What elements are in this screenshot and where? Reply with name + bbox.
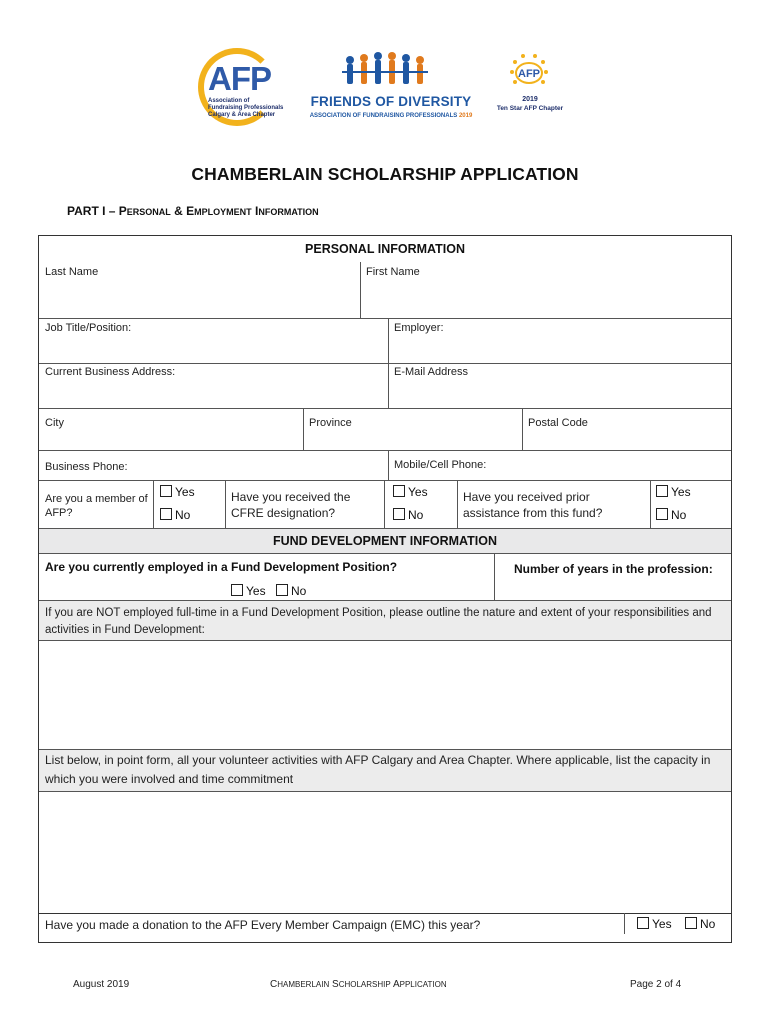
star-logo-caption: Ten Star AFP Chapter: [496, 105, 564, 112]
business-phone-label: Business Phone:: [45, 461, 128, 473]
afp-member-question: Are you a member of AFP?: [45, 493, 148, 519]
cfre-question: Have you received the CFRE designation?: [231, 490, 351, 520]
logo-banner: [190, 40, 580, 128]
checkbox-icon[interactable]: [656, 485, 668, 497]
star-logo-year: 2019: [522, 96, 538, 103]
last-name-label: Last Name: [45, 266, 99, 278]
responsibilities-text-area[interactable]: [39, 642, 731, 749]
friends-of-diversity-logo: [296, 50, 486, 124]
employed-no[interactable]: No: [276, 584, 306, 598]
last-name-field[interactable]: [39, 276, 360, 318]
footer-date: August 2019: [73, 979, 130, 990]
people-group-icon: [340, 50, 430, 90]
email-label: E-Mail Address: [394, 366, 468, 378]
cfre-no[interactable]: No: [393, 508, 423, 522]
part-heading: PART I – PERSONAL & EMPLOYMENT INFORMATION: [67, 204, 319, 218]
employer-label: Employer:: [394, 322, 444, 334]
prior-assistance-question: Have you received prior assistance from this fund?: [463, 490, 603, 520]
fund-development-header: FUND DEVELOPMENT INFORMATION: [39, 528, 731, 554]
emc-no[interactable]: No: [685, 917, 715, 931]
checkbox-icon[interactable]: [393, 485, 405, 497]
footer-page-number: Page 2 of 4: [630, 979, 682, 990]
postal-code-label: Postal Code: [528, 417, 588, 429]
personal-info-header: PERSONAL INFORMATION: [39, 236, 731, 262]
checkbox-icon[interactable]: [276, 584, 288, 596]
city-label: City: [45, 417, 64, 429]
job-title-field[interactable]: [39, 336, 388, 362]
svg-text:AFP: AFP: [518, 68, 540, 80]
address-label: Current Business Address:: [45, 366, 176, 378]
checkbox-icon[interactable]: [231, 584, 243, 596]
prior-assistance-no[interactable]: No: [656, 508, 686, 522]
employed-question: Are you currently employed in a Fund Development Position?: [45, 560, 398, 574]
email-field[interactable]: [389, 380, 731, 407]
afp-member-no[interactable]: No: [160, 508, 190, 522]
checkbox-icon[interactable]: [160, 485, 172, 497]
application-form: [38, 235, 732, 943]
star-badge-icon: [506, 54, 552, 90]
afp-logo-text: AFP: [208, 60, 271, 97]
job-title-label: Job Title/Position:: [45, 322, 132, 334]
afp-logo-subtitle: Association of Fundraising Professionals Calgary & Area Chapter: [208, 98, 284, 118]
checkbox-icon[interactable]: [160, 508, 172, 520]
years-in-profession-label: Number of years in the profession:: [514, 562, 713, 576]
cfre-yes[interactable]: Yes: [393, 485, 428, 499]
friends-logo-subtitle: ASSOCIATION OF FUNDRAISING PROFESSIONALS 2019: [309, 113, 473, 119]
checkbox-icon[interactable]: [637, 917, 649, 929]
prior-assistance-yes[interactable]: Yes: [656, 485, 691, 499]
first-name-label: First Name: [366, 266, 420, 278]
employed-yes[interactable]: Yes: [231, 584, 266, 598]
footer-document-name: CHAMBERLAIN SCHOLARSHIP APPLICATION: [270, 979, 447, 990]
address-field[interactable]: [39, 380, 388, 407]
friends-logo-title: FRIENDS OF DIVERSITY: [310, 94, 472, 109]
checkbox-icon[interactable]: [656, 508, 668, 520]
volunteer-activities-prompt: List below, in point form, all your volunteer activities with AFP Calgary and Area Chapter. Where applicable, list the capacity in which you were involved and time commitment: [45, 753, 711, 786]
province-label: Province: [309, 417, 352, 429]
checkbox-icon[interactable]: [685, 917, 697, 929]
volunteer-activities-text-area[interactable]: [39, 793, 731, 913]
checkbox-icon[interactable]: [393, 508, 405, 520]
employer-field[interactable]: [389, 336, 731, 362]
document-title: CHAMBERLAIN SCHOLARSHIP APPLICATION: [191, 164, 579, 184]
emc-donation-question: Have you made a donation to the AFP Every Member Campaign (EMC) this year?: [45, 918, 481, 932]
first-name-field[interactable]: [361, 276, 731, 318]
outline-responsibilities-prompt: If you are NOT employed full-time in a Fund Development Position, please outline the nature and extent of your responsibilities and activities in Fund Development:: [45, 607, 712, 636]
mobile-phone-label: Mobile/Cell Phone:: [394, 459, 487, 471]
emc-yes[interactable]: Yes: [637, 917, 672, 931]
ten-star-chapter-logo: [490, 48, 570, 124]
afp-member-yes[interactable]: Yes: [160, 485, 195, 499]
